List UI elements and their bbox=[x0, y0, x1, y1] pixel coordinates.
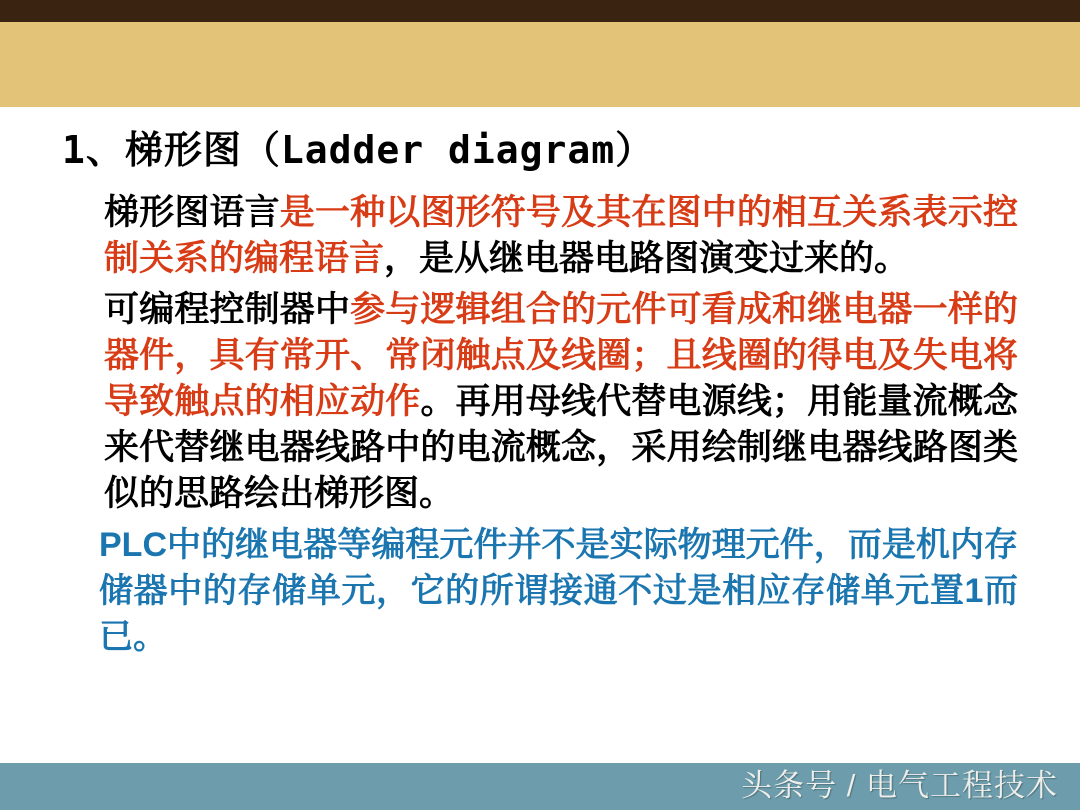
paragraph-plc-elements bbox=[104, 287, 1018, 517]
slide-body bbox=[99, 190, 1018, 660]
text-segment-emphasis-red: 参与逻辑组合的元件可看成和继电器一样的器件，具有常开、常闭触点及线圈；且线圈的得电及失电将导致触点的相应动作 bbox=[104, 290, 1018, 421]
paragraph-ladder-definition bbox=[104, 190, 1018, 282]
paragraph-plc-memory-note bbox=[99, 522, 1018, 660]
slide-content bbox=[62, 124, 1022, 665]
text-segment: 梯形图语言 bbox=[104, 193, 280, 232]
text-segment-emphasis-blue: PLC中的继电器等编程元件并不是实际物理元件，而是机内存储器中的存储单元，它的所谓接通不过是相应存储单元置1而已。 bbox=[99, 526, 1018, 656]
text-segment: 。再用母线代替电源线；用能量流概念来代替继电器线路中的电流概念，采用绘制继电器线路图类似的思路绘出梯形图。 bbox=[104, 382, 1018, 513]
text-segment: 可编程控制器中 bbox=[104, 290, 351, 329]
footer-bar bbox=[0, 763, 1080, 810]
top-accent-bar bbox=[0, 0, 1080, 22]
slide-title: 1、梯形图（Ladder diagram） bbox=[62, 128, 655, 172]
text-segment: ，是从继电器电路图演变过来的。 bbox=[384, 239, 910, 278]
watermark-text: 头条号 / 电气工程技术 bbox=[741, 768, 1058, 803]
header-band bbox=[0, 22, 1080, 107]
text-segment-emphasis-red: 是一种以图形符号及其在图中的相互关系表示控制关系的编程语言 bbox=[104, 193, 1018, 278]
